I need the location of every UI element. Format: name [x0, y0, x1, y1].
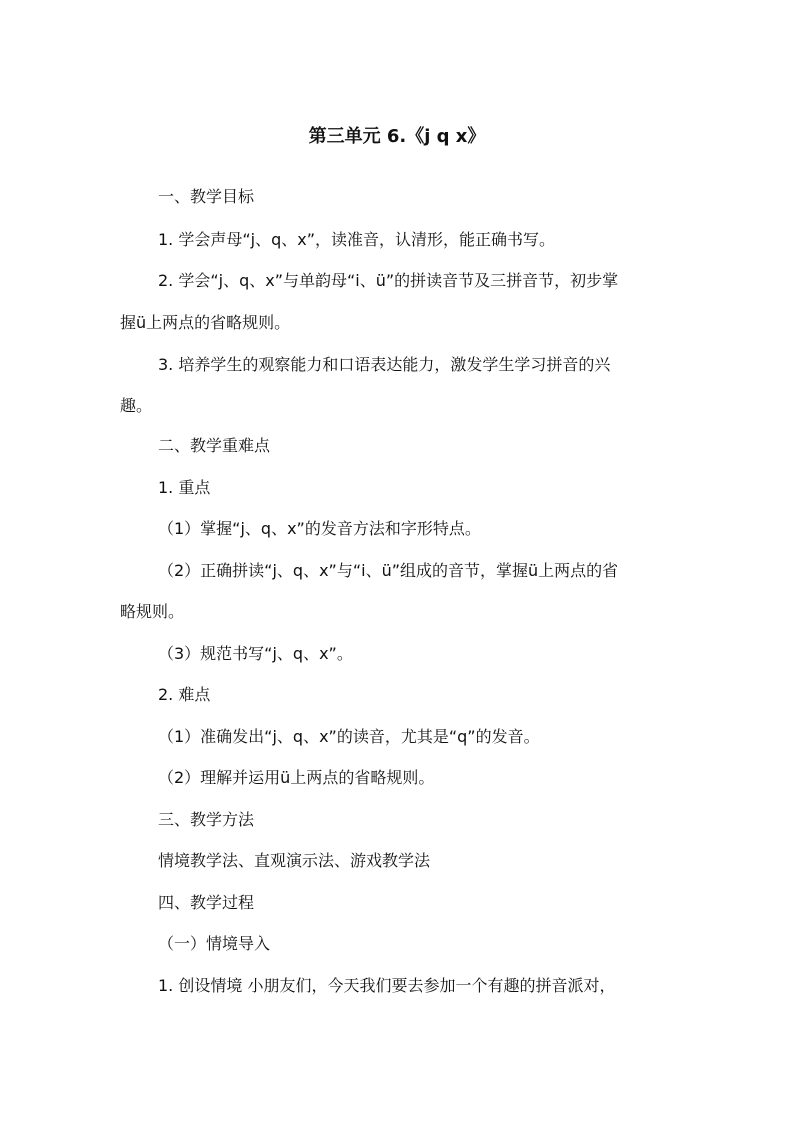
objective-3-line-1: 3. 培养学生的观察能力和口语表达能力，激发学生学习拼音的兴	[158, 355, 611, 374]
subheading-focus: 1. 重点	[158, 478, 211, 497]
objective-3-line-2: 趣。	[120, 396, 153, 415]
methods-text: 情境教学法、直观演示法、游戏教学法	[158, 851, 431, 870]
section-heading-objectives: 一、教学目标	[158, 187, 255, 206]
section-heading-methods: 三、教学方法	[158, 810, 255, 829]
subheading-difficulty: 2. 难点	[158, 685, 211, 704]
intro-step-1: 1. 创设情境 小朋友们，今天我们要去参加一个有趣的拼音派对，	[158, 976, 616, 995]
difficulty-item-2: （2）理解并运用ü上两点的省略规则。	[158, 768, 435, 787]
section-heading-process: 四、教学过程	[158, 893, 255, 912]
objective-1: 1. 学会声母“j、q、x”，读准音，认清形，能正确书写。	[158, 230, 556, 249]
focus-item-2-line-1: （2）正确拼读“j、q、x”与“i、ü”组成的音节，掌握ü上两点的省	[158, 561, 619, 580]
focus-item-3: （3）规范书写“j、q、x”。	[158, 644, 353, 663]
objective-2-line-1: 2. 学会“j、q、x”与单韵母“i、ü”的拼读音节及三拼音节，初步掌	[158, 271, 619, 290]
difficulty-item-1: （1）准确发出“j、q、x”的读音，尤其是“q”的发音。	[158, 727, 540, 746]
document-title: 第三单元 6.《j q x》	[308, 126, 486, 147]
subheading-intro: （一）情境导入	[158, 934, 271, 953]
section-heading-key-points: 二、教学重难点	[158, 436, 271, 455]
focus-item-1: （1）掌握“j、q、x”的发音方法和字形特点。	[158, 519, 481, 538]
objective-2-line-2: 握ü上两点的省略规则。	[120, 313, 291, 332]
focus-item-2-line-2: 略规则。	[120, 602, 185, 621]
